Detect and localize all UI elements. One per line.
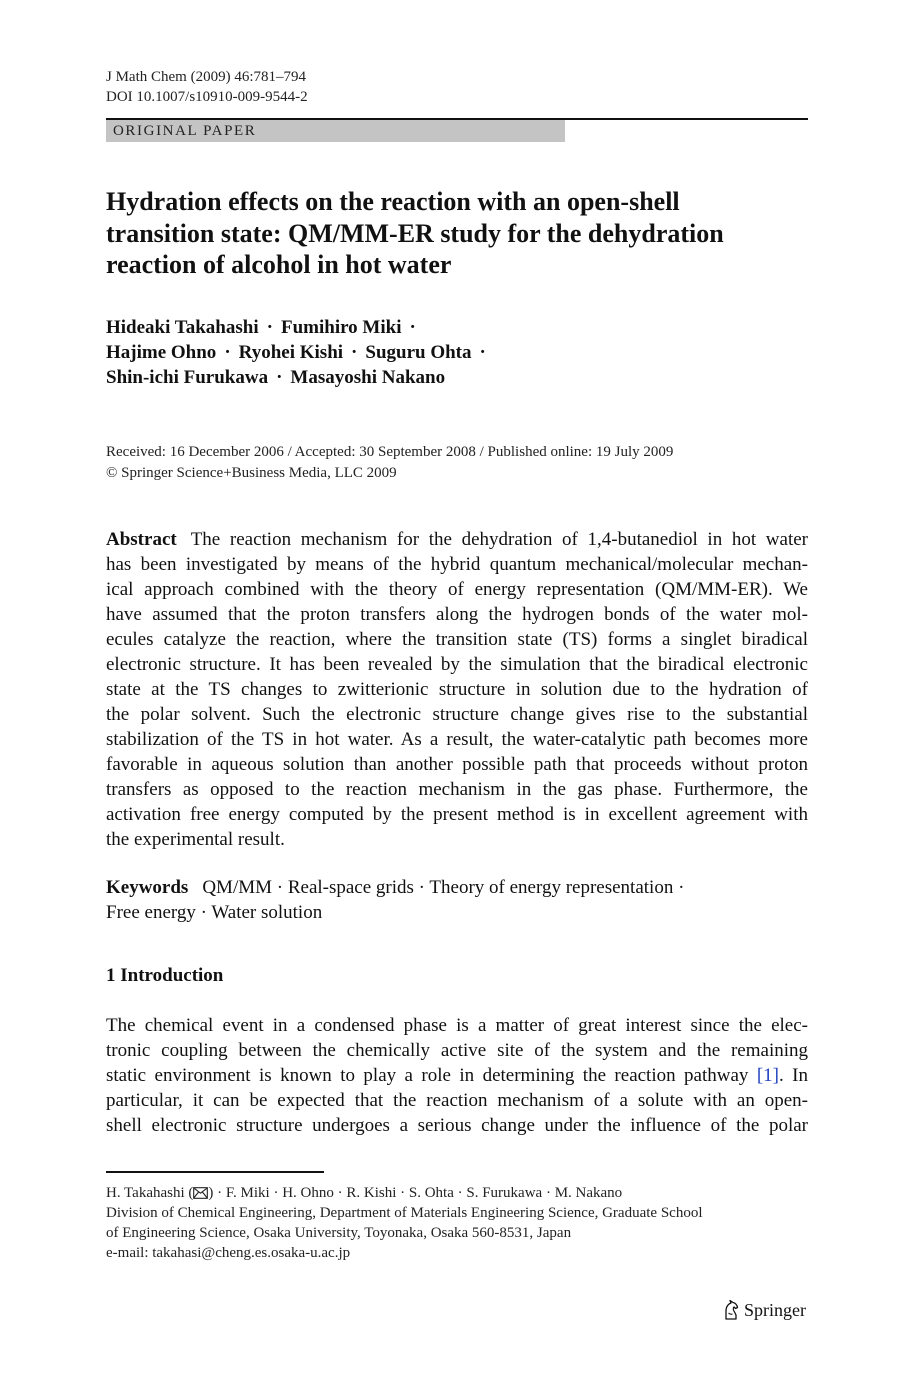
author-name: Hajime Ohno	[106, 342, 217, 363]
doi: DOI 10.1007/s10910-009-9544-2	[106, 89, 308, 105]
body-line: tronic coupling between the chemically active site of the system and the remaining	[106, 1040, 808, 1061]
abstract-line: have assumed that the proton transfers along the hydrogen bonds of the water mol-	[106, 604, 808, 625]
abstract-text: The reaction mechanism for the dehydration of 1,4-butanediol in hot water	[190, 529, 808, 550]
abstract-label: Abstract	[106, 529, 177, 550]
abstract-line: electronic structure. It has been revealed by the simulation that the biradical electronic	[106, 654, 808, 675]
keywords-label: Keywords	[106, 877, 189, 898]
envelope-icon	[193, 1185, 208, 1205]
footnote-coauthors: · F. Miki · H. Ohno · R. Kishi · S. Ohta · S. Furukawa · M. Nakano	[213, 1185, 623, 1201]
springer-horse-icon	[722, 1299, 740, 1321]
author-separator: ·	[351, 342, 358, 363]
author-list	[106, 365, 445, 390]
author-separator: ·	[479, 342, 486, 363]
keywords-line	[106, 875, 808, 900]
author-separator: ·	[224, 342, 231, 363]
footnote-lead-author: H. Takahashi (	[106, 1185, 194, 1201]
abstract-line: the polar solvent. Such the electronic structure change gives rise to the substantial	[106, 704, 808, 725]
author-separator: ·	[266, 317, 273, 338]
keywords-line: Free energy · Water solution	[106, 902, 323, 923]
keywords	[106, 875, 808, 925]
body-line: shell electronic structure undergoes a serious change under the influence of the polar	[106, 1115, 808, 1136]
body-text: static environment is known to play a role in determining the reaction pathway	[106, 1065, 757, 1086]
body-line	[106, 1063, 808, 1088]
footnote-rule	[106, 1171, 324, 1173]
abstract-line: ecules catalyze the reaction, where the transition state (TS) forms a singlet biradical	[106, 629, 808, 650]
author-name: Fumihiro Miki	[280, 317, 402, 338]
title-line: Hydration effects on the reaction with an open-shell	[106, 187, 680, 216]
article-type-label: ORIGINAL PAPER	[113, 123, 257, 139]
author-list	[106, 340, 494, 365]
abstract-line: state at the TS changes to zwitterionic structure in solution due to the hydration of	[106, 679, 808, 700]
author-separator: ·	[276, 367, 283, 388]
abstract-line: the experimental result.	[106, 829, 285, 850]
footnote-authors	[106, 1183, 622, 1205]
body-text: . In	[779, 1065, 809, 1086]
footnote-paren: )	[208, 1185, 214, 1201]
publisher-name: Springer	[744, 1299, 806, 1320]
abstract-line: stabilization of the TS in hot water. As a result, the water-catalytic path becomes more	[106, 729, 808, 750]
abstract-line: has been investigated by means of the hybrid quantum mechanical/molecular mechan-	[106, 554, 808, 575]
footnote-affiliation: Division of Chemical Engineering, Department of Materials Engineering Science, Graduate School	[106, 1205, 703, 1221]
author-name: Masayoshi Nakano	[290, 367, 446, 388]
footnote-email: e-mail: takahasi@cheng.es.osaka-u.ac.jp	[106, 1245, 351, 1261]
publisher-logo	[722, 1298, 806, 1322]
footnote-affiliation: of Engineering Science, Osaka University, Toyonaka, Osaka 560-8531, Japan	[106, 1225, 572, 1241]
citation-link[interactable]: [1]	[756, 1065, 779, 1086]
body-line: The chemical event in a condensed phase is a matter of great interest since the elec-	[106, 1015, 808, 1036]
introduction-text	[106, 1013, 808, 1138]
author-list	[106, 315, 424, 340]
author-name: Ryohei Kishi	[238, 342, 344, 363]
author-separator: ·	[409, 317, 416, 338]
abstract-line: favorable in aqueous solution than another possible path that proceeds without proton	[106, 754, 808, 775]
body-line: particular, it can be expected that the reaction mechanism of a solute with an open-	[106, 1090, 808, 1111]
author-name: Hideaki Takahashi	[106, 317, 259, 338]
title-line: transition state: QM/MM-ER study for the dehydration	[106, 218, 724, 248]
keywords-text: QM/MM · Real-space grids · Theory of energy representation ·	[202, 877, 685, 898]
abstract-line: ical approach combined with the theory of energy representation (QM/MM-ER). We	[106, 579, 808, 600]
author-name: Suguru Ohta	[365, 342, 472, 363]
abstract-line	[106, 527, 808, 552]
abstract-line: activation free energy computed by the present method is in excellent agreement with	[106, 804, 808, 825]
copyright-notice: © Springer Science+Business Media, LLC 2009	[106, 465, 397, 481]
author-name: Shin-ichi Furukawa	[106, 367, 269, 388]
journal-reference: J Math Chem (2009) 46:781–794	[106, 69, 306, 85]
publication-dates: Received: 16 December 2006 / Accepted: 30 September 2008 / Published online: 19 July 2009	[106, 444, 674, 460]
title-line: reaction of alcohol in hot water	[106, 250, 452, 279]
abstract-line: transfers as opposed to the reaction mechanism in the gas phase. Furthermore, the	[106, 779, 808, 800]
section-heading: 1 Introduction	[106, 965, 224, 986]
paper-title	[106, 186, 806, 281]
abstract	[106, 527, 808, 852]
